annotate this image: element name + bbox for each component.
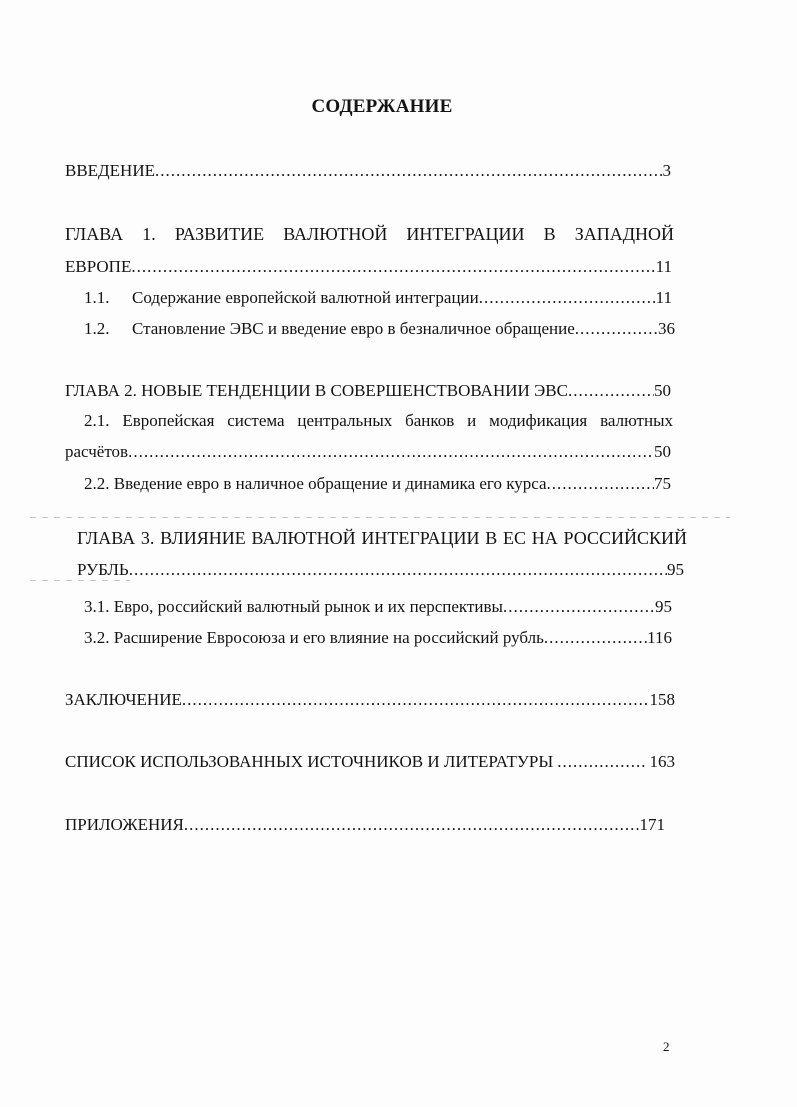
leader-dots	[557, 751, 645, 773]
toc-entry-label: 3.1. Евро, российский валютный рынок и их перспективы	[84, 597, 503, 616]
toc-entry-label: ЕВРОПЕ	[65, 257, 132, 276]
leader-dots	[503, 596, 655, 618]
leader-dots	[544, 627, 647, 649]
toc-section-1-1	[84, 287, 672, 309]
toc-entry-page: 50	[654, 381, 671, 400]
toc-chapter1-entry	[65, 256, 672, 278]
leader-dots	[568, 380, 654, 402]
toc-section-3-1	[84, 596, 672, 618]
page-number: 2	[663, 1039, 670, 1054]
toc-entry-label: ГЛАВА 2. НОВЫЕ ТЕНДЕНЦИИ В СОВЕРШЕНСТВОВАНИИ ЭВС	[65, 381, 568, 400]
toc-section-3-2	[84, 627, 672, 649]
toc-entry-label: РУБЛЬ	[77, 560, 129, 579]
toc-entry-label: 3.2. Расширение Евросоюза и его влияние на российский рубль	[84, 628, 544, 647]
toc-entry-page: 11	[655, 257, 672, 276]
toc-entry-label: Содержание европейской валютной интеграции	[132, 288, 479, 307]
toc-entry-page: 75	[654, 474, 671, 493]
leader-dots	[131, 256, 655, 278]
toc-entry-label: ПРИЛОЖЕНИЯ	[65, 815, 184, 834]
toc-entry-label: СПИСОК ИСПОЛЬЗОВАННЫХ ИСТОЧНИКОВ И ЛИТЕРАТУРЫ	[65, 752, 554, 771]
leader-dots	[128, 441, 654, 463]
toc-chapter3-entry	[77, 559, 684, 581]
page-title: СОДЕРЖАНИЕ	[311, 96, 453, 117]
toc-section-2-1-heading: 2.1. Европейская система центральных банков и модификация валютных	[84, 411, 673, 430]
toc-section-1-2	[84, 318, 675, 340]
toc-entry-intro	[65, 160, 671, 182]
toc-entry-page: 171	[639, 815, 665, 834]
toc-entry-appendix	[65, 814, 665, 836]
toc-entry-page: 95	[667, 560, 684, 579]
leader-dots	[182, 689, 650, 711]
toc-entry-label: 2.2. Введение евро в наличное обращение и динамика его курса	[84, 474, 547, 493]
toc-entry-sources	[65, 751, 675, 773]
toc-chapter1-heading: ГЛАВА 1. РАЗВИТИЕ ВАЛЮТНОЙ ИНТЕГРАЦИИ В ЗАПАДНОЙ	[65, 224, 674, 244]
toc-entry-page: 158	[649, 690, 675, 709]
toc-entry-page: 3	[662, 161, 671, 180]
toc-entry-conclusion	[65, 689, 675, 711]
section-number: 1.2.	[84, 319, 110, 338]
toc-section-2-2	[84, 473, 671, 495]
toc-entry-label: ЗАКЛЮЧЕНИЕ	[65, 690, 182, 709]
toc-entry-page: 95	[655, 597, 672, 616]
toc-section-2-1	[65, 441, 671, 463]
toc-chapter2-entry	[65, 380, 671, 402]
toc-chapter3-heading: ГЛАВА 3. ВЛИЯНИЕ ВАЛЮТНОЙ ИНТЕГРАЦИИ В ЕС НА РОССИЙСКИЙ	[77, 528, 687, 548]
toc-entry-page: 36	[658, 319, 675, 338]
toc-entry-label: ВВЕДЕНИЕ	[65, 161, 155, 180]
toc-entry-page: 50	[654, 442, 671, 461]
section-number: 1.1.	[84, 288, 110, 307]
toc-entry-page: 116	[647, 628, 672, 647]
toc-entry-label: Становление ЭВС и введение евро в безналичное обращение	[132, 319, 575, 338]
leader-dots	[479, 287, 656, 309]
leader-dots	[184, 814, 640, 836]
scan-artifact-line	[30, 517, 730, 518]
toc-entry-label: расчётов	[65, 442, 129, 461]
leader-dots	[155, 160, 663, 182]
leader-dots	[129, 559, 667, 581]
toc-entry-page: 163	[649, 752, 675, 771]
leader-dots	[575, 318, 658, 340]
leader-dots	[547, 473, 654, 495]
toc-entry-page: 11	[655, 288, 672, 307]
